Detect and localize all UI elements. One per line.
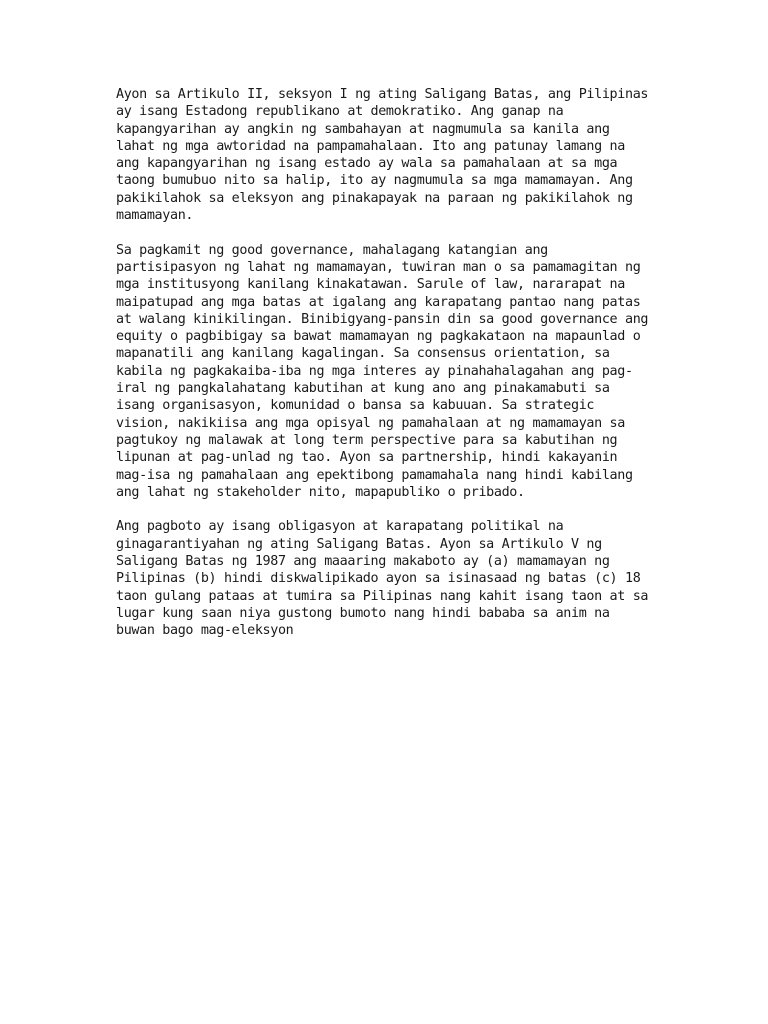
text-line: lipunan at pag-unlad ng tao. Ayon sa partnership, hindi kakayanin <box>116 450 618 466</box>
text-line: vision, nakikiisa ang mga opisyal ng pamahalaan at ng mamamayan sa <box>116 415 625 431</box>
text-line: ginagarantiyahan ng ating Saligang Batas. Ayon sa Artikulo V ng <box>116 536 602 552</box>
text-line: mag-isa ng pamahalaan ang epektibong pamamahala nang hindi kabilang <box>116 467 633 483</box>
text-line: mamamayan. <box>116 208 194 224</box>
text-line: ang kapangyarihan ng isang estado ay wala sa pamahalaan at sa mga <box>116 156 618 172</box>
text-line: lugar kung saan niya gustong bumoto nang hindi bababa sa anim na <box>116 605 610 621</box>
document-body <box>116 86 676 640</box>
text-line: Ayon sa Artikulo II, seksyon I ng ating Saligang Batas, ang Pilipinas <box>116 87 649 102</box>
text-line: Sa pagkamit ng good governance, mahalagang katangian ang <box>116 242 548 258</box>
text-line: ay isang Estadong republikano at demokratiko. Ang ganap na <box>116 104 564 120</box>
text-line: buwan bago mag-eleksyon <box>116 623 294 639</box>
text-line: taong bumubuo nito sa halip, ito ay nagmumula sa mga mamamayan. Ang <box>116 173 633 189</box>
text-line: pagtukoy ng malawak at long term perspective para sa kabutihan ng <box>116 432 618 448</box>
text-line: lahat ng mga awtoridad na pampamahalaan. Ito ang patunay lamang na <box>116 138 625 154</box>
text-line: mapanatili ang kanilang kagalingan. Sa consensus orientation, sa <box>116 346 610 362</box>
text-line: kapangyarihan ay angkin ng sambahayan at nagmumula sa kanila ang <box>116 121 610 137</box>
text-line: mga institusyong kanilang kinakatawan. Sarule of law, nararapat na <box>116 277 625 293</box>
text-line: Saligang Batas ng 1987 ang maaaring makaboto ay (a) mamamayan ng <box>116 554 610 570</box>
text-line: taon gulang pataas at tumira sa Pilipinas nang kahit isang taon at sa <box>116 588 649 604</box>
text-line: equity o pagbibigay sa bawat mamamayan ng pagkakataon na mapaunlad o <box>116 329 641 345</box>
text-line: ang lahat ng stakeholder nito, mapapubliko o pribado. <box>116 484 525 500</box>
text-line: iral ng pangkalahatang kabutihan at kung ano ang pinakamabuti sa <box>116 381 610 397</box>
text-line: at walang kinikilingan. Binibigyang-pansin din sa good governance ang <box>116 311 649 327</box>
text-line: Pilipinas (b) hindi diskwalipikado ayon sa isinasaad ng batas (c) 18 <box>116 571 641 587</box>
paragraph-1 <box>116 86 676 224</box>
paragraph-2 <box>116 242 676 501</box>
text-line: pakikilahok sa eleksyon ang pinakapayak na paraan ng pakikilahok ng <box>116 190 633 206</box>
paragraph-3 <box>116 518 676 639</box>
text-line: isang organisasyon, komunidad o bansa sa kabuuan. Sa strategic <box>116 398 595 414</box>
text-line: Ang pagboto ay isang obligasyon at karapatang politikal na <box>116 519 564 535</box>
text-line: maipatupad ang mga batas at igalang ang karapatang pantao nang patas <box>116 294 641 310</box>
text-line: kabila ng pagkakaiba-iba ng mga interes ay pinahahalagahan ang pag- <box>116 363 633 379</box>
text-line: partisipasyon ng lahat ng mamamayan, tuwiran man o sa pamamagitan ng <box>116 259 641 275</box>
